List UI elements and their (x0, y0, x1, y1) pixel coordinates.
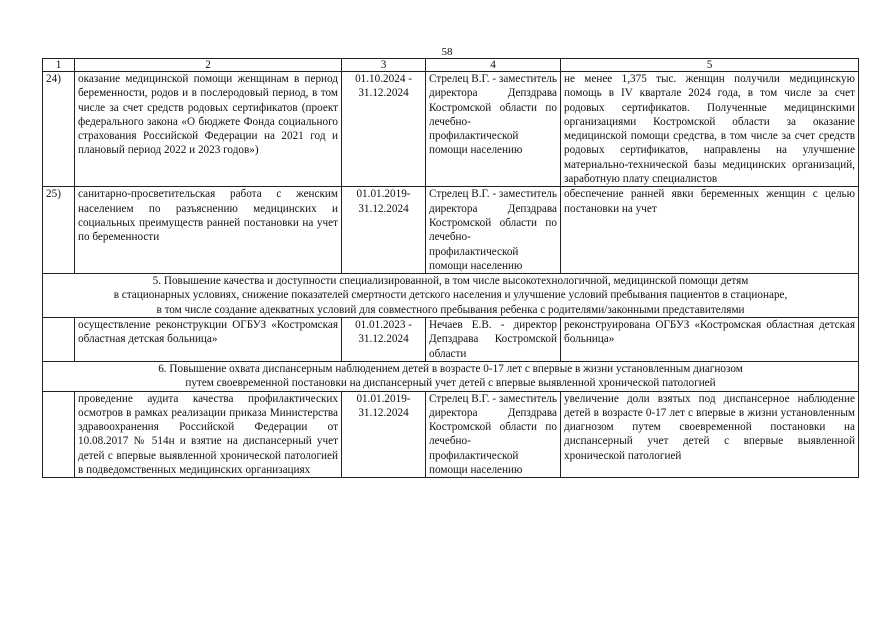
result: увеличение доли взятых под диспансерное наблюдение детей в возрасте 0-17 лет с впервые в жизни установленным диагнозом путем своевременной постановки на диспансерный учет детей с впервые выявленной хронической патологией (561, 391, 859, 478)
section-heading-row (43, 274, 859, 318)
row-number (43, 391, 75, 478)
table-header-row (43, 59, 859, 72)
table-row (43, 391, 859, 478)
section-5-heading (43, 274, 859, 318)
row-number: 24) (43, 72, 75, 187)
header-cell: 1 (43, 59, 75, 72)
measure-text: осуществление реконструкции ОГБУЗ «Костромская областная детская больница» (75, 318, 342, 362)
period: 01.01.2023 - 31.12.2024 (342, 318, 426, 362)
responsible: Стрелец В.Г. - заместитель директора Депздрава Костромской области по лечебно-профилактической помощи населению (426, 187, 561, 274)
row-number (43, 318, 75, 362)
responsible: Стрелец В.Г. - заместитель директора Депздрава Костромской области по лечебно-профилактической помощи населению (426, 72, 561, 187)
table-row (43, 318, 859, 362)
period: 01.01.2019-31.12.2024 (342, 187, 426, 274)
measure-text: оказание медицинской помощи женщинам в период беременности, родов и в послеродовый период, в том числе за счет средств родовых сертификатов (проект федерального закона «О бюджете Фонда социального страхования Российской Федерации на 2021 год и плановый период 2022 и 2023 годов») (75, 72, 342, 187)
table-row (43, 72, 859, 187)
period: 01.01.2019-31.12.2024 (342, 391, 426, 478)
result: реконструирована ОГБУЗ «Костромская областная детская больница» (561, 318, 859, 362)
section-6-heading (43, 361, 859, 391)
section-heading-line: 5. Повышение качества и доступности специализированной, в том числе высокотехнологичной, медицинской помощи детям (152, 275, 749, 288)
measure-text: санитарно-просветительская работа с женским населением по разъяснению медицинских и социальных преимуществ ранней постановки на учет по беременности (75, 187, 342, 274)
measures-table (42, 58, 859, 478)
header-cell: 5 (561, 59, 859, 72)
section-heading-line: в том числе создание адекватных условий для совместного пребывания ребенка с родителями/законными представителями (156, 303, 745, 316)
responsible: Стрелец В.Г. - заместитель директора Депздрава Костромской области по лечебно-профилактической помощи населению (426, 391, 561, 478)
section-heading-row (43, 361, 859, 391)
result: обеспечение ранней явки беременных женщин с целью постановки на учет (561, 187, 859, 274)
section-heading-line: в стационарных условиях, снижение показателей смертности детского населения и улучшение условий пребывания пациентов в стационаре, (113, 289, 788, 302)
measure-text: проведение аудита качества профилактических осмотров в рамках реализации приказа Министерства здравоохранения Российской Федерации от 10.08.2017 № 514н и взятие на диспансерный учет детей с впервые выявленной хронической патологией в подведомственных медицинских организациях (75, 391, 342, 478)
responsible: Нечаев Е.В. - директор Депздрава Костромской области (426, 318, 561, 362)
period: 01.10.2024 - 31.12.2024 (342, 72, 426, 187)
header-cell: 3 (342, 59, 426, 72)
header-cell: 4 (426, 59, 561, 72)
section-heading-line: 6. Повышение охвата диспансерным наблюдением детей в возрасте 0-17 лет с впервые в жизни установленным диагнозом (158, 362, 743, 375)
header-cell: 2 (75, 59, 342, 72)
result: не менее 1,375 тыс. женщин получили медицинскую помощь в IV квартале 2024 года, в том числе за счет родовых сертификатов. Полученные медицинскими организациями Костромской области за оказание медицинской помощи средства, в том числе за счет средств родовых сертификатов, направлены на улучшение материально-технической базы медицинских организаций, заработную плату специалистов (561, 72, 859, 187)
row-number: 25) (43, 187, 75, 274)
section-heading-line: путем своевременной постановки на диспансерный учет детей с впервые выявленной хронической патологией (185, 377, 716, 390)
page-number: 58 (441, 46, 453, 58)
table-row (43, 187, 859, 274)
